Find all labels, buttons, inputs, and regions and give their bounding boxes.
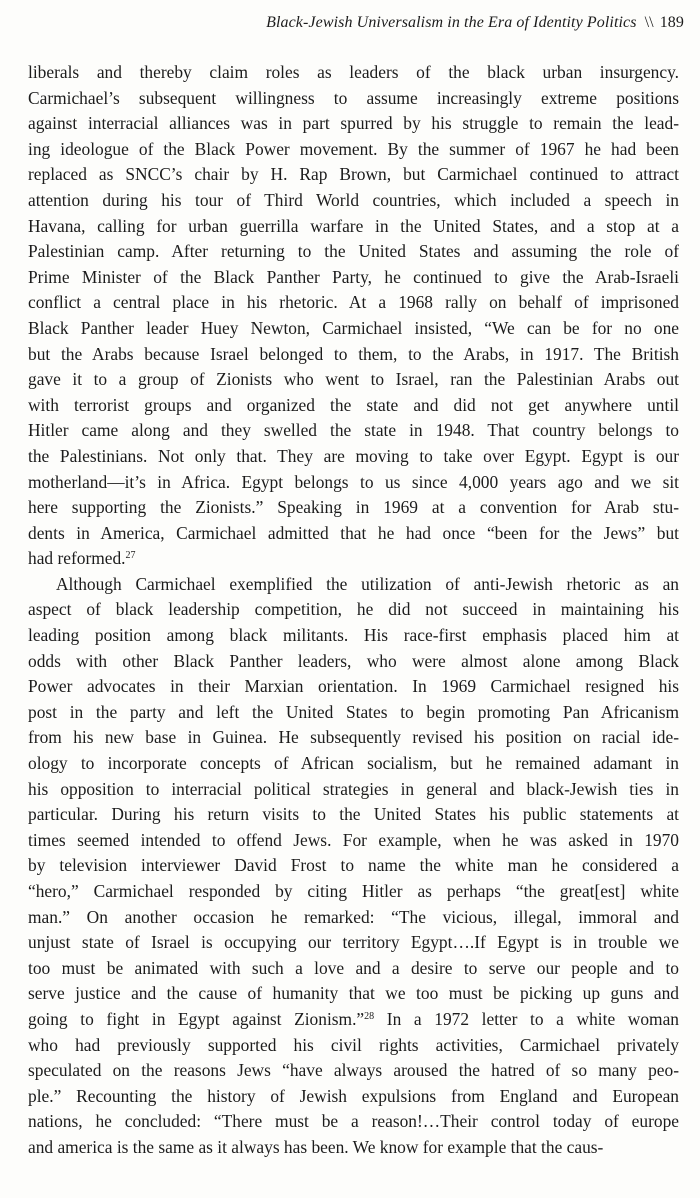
paragraph [28, 60, 679, 572]
line-text: going to fight in Egypt against Zionism.” [28, 1008, 365, 1029]
text-line [28, 316, 679, 342]
line-text: from his new base in Guinea. He subsequently revised his position on racial ide- [28, 727, 679, 748]
text-line [28, 546, 679, 572]
line-text-continued: In a 1972 letter to a white woman [374, 1008, 679, 1029]
line-text: Prime Minister of the Black Panther Party, he continued to give the Arab-Israeli [28, 266, 679, 287]
text-line [28, 111, 679, 137]
text-line [28, 930, 679, 956]
line-text: the Palestinians. Not only that. They are moving to take over Egypt. Egypt is our [28, 445, 679, 466]
text-line [28, 393, 679, 419]
running-head-separator: \\ [644, 14, 654, 31]
line-text: nations, he concluded: “There must be a reason!…Their control today of europe [28, 1111, 679, 1132]
text-line [28, 700, 679, 726]
text-line [28, 418, 679, 444]
line-text: Palestinian camp. After returning to the United States and assuming the role of [28, 241, 679, 262]
text-line [28, 86, 679, 112]
footnote-marker[interactable]: 28 [364, 1010, 375, 1022]
line-text: but the Arabs because Israel belonged to them, to the Arabs, in 1917. The British [28, 343, 679, 364]
running-head [30, 14, 684, 32]
text-line [28, 1007, 679, 1033]
text-line [28, 265, 679, 291]
text-line [28, 853, 679, 879]
line-text: against interracial alliances was in part spurred by his struggle to remain the lead- [28, 113, 679, 134]
text-line [28, 162, 679, 188]
paragraph [28, 572, 679, 1161]
line-text: odds with other Black Panther leaders, who were almost alone among Black [28, 650, 679, 671]
line-text: too must be animated with such a love and a desire to serve our people and to [28, 957, 679, 978]
text-line [28, 674, 679, 700]
text-line [28, 725, 679, 751]
line-text: post in the party and left the United States to begin promoting Pan Africanism [28, 701, 679, 722]
line-text: and america is the same as it always has been. We know for example that the caus- [28, 1136, 604, 1157]
text-line [28, 1135, 679, 1161]
text-line [28, 1109, 679, 1135]
line-text: Hitler came along and they swelled the state in 1948. That country belongs to [28, 420, 679, 441]
text-line [28, 342, 679, 368]
line-text: “hero,” Carmichael responded by citing Hitler as perhaps “the great[est] white [28, 881, 679, 901]
line-text: man.” On another occasion he remarked: “The vicious, illegal, immoral and [28, 906, 679, 927]
text-line [28, 751, 679, 777]
line-text: times seemed intended to offend Jews. For example, when he was asked in 1970 [28, 829, 679, 850]
line-text: motherland—it’s in Africa. Egypt belongs to us since 4,000 years ago and we sit [28, 471, 679, 492]
text-line [28, 572, 679, 598]
text-line [28, 802, 679, 828]
running-title: Black-Jewish Universalism in the Era of Identity Politics [266, 14, 637, 31]
text-line [28, 470, 679, 496]
text-line [28, 879, 679, 905]
text-line [28, 956, 679, 982]
text-line [28, 981, 679, 1007]
line-text: who had previously supported his civil rights activities, Carmichael privately [28, 1034, 679, 1055]
line-text: speculated on the reasons Jews “have always aroused the hatred of so many peo- [28, 1060, 679, 1081]
text-line [28, 367, 679, 393]
text-line [28, 521, 679, 547]
text-line [28, 1033, 679, 1059]
text-line [28, 777, 679, 803]
line-text: dents in America, Carmichael admitted that he had once “been for the Jews” but [28, 522, 679, 543]
line-text: liberals and thereby claim roles as leaders of the black urban insurgency. [28, 62, 679, 82]
text-line [28, 444, 679, 470]
line-text: serve justice and the cause of humanity that we too must be picking up guns and [28, 983, 679, 1004]
line-text: gave it to a group of Zionists who went to Israel, ran the Palestinian Arabs out [28, 369, 679, 390]
line-text: Power advocates in their Marxian orientation. In 1969 Carmichael resigned his [28, 676, 679, 697]
text-line [28, 60, 679, 86]
line-text: ple.” Recounting the history of Jewish expulsions from England and European [28, 1085, 679, 1106]
line-text: Havana, calling for urban guerrilla warfare in the United States, and a stop at a [28, 215, 679, 236]
text-line [28, 1084, 679, 1110]
text-line [28, 597, 679, 623]
footnote-marker[interactable]: 27 [125, 550, 136, 562]
line-text: Carmichael’s subsequent willingness to assume increasingly extreme positions [28, 87, 679, 108]
text-line [28, 214, 679, 240]
line-text: Black Panther leader Huey Newton, Carmichael insisted, “We can be for no one [28, 317, 679, 338]
line-text: aspect of black leadership competition, he did not succeed in maintaining his [28, 599, 679, 620]
line-text: had reformed. [28, 548, 126, 569]
text-line [28, 188, 679, 214]
page-number: 189 [659, 14, 684, 31]
line-text: unjust state of Israel is occupying our territory Egypt….If Egypt is in trouble we [28, 932, 679, 953]
line-text: ing ideologue of the Black Power movement. By the summer of 1967 he had been [28, 138, 679, 159]
text-line [28, 137, 679, 163]
line-text: conflict a central place in his rhetoric. At a 1968 rally on behalf of imprisoned [28, 292, 679, 313]
text-line [28, 649, 679, 675]
line-text: leading position among black militants. His race-first emphasis placed him at [28, 625, 679, 646]
text-line [28, 905, 679, 931]
line-text: replaced as SNCC’s chair by H. Rap Brown, but Carmichael continued to attract [28, 164, 679, 185]
line-text: here supporting the Zionists.” Speaking in 1969 at a convention for Arab stu- [28, 497, 679, 518]
line-text: Although Carmichael exemplified the utilization of anti-Jewish rhetoric as an [56, 573, 679, 594]
line-text: by television interviewer David Frost to name the white man he considered a [28, 855, 679, 876]
text-line [28, 239, 679, 265]
line-text: his opposition to interracial political strategies in general and black-Jewish ties in [28, 778, 679, 799]
text-line [28, 1058, 679, 1084]
body-text [28, 60, 679, 1161]
text-line [28, 290, 679, 316]
line-text: attention during his tour of Third World countries, which included a speech in [28, 189, 679, 210]
text-line [28, 828, 679, 854]
line-text: with terrorist groups and organized the state and did not get anywhere until [28, 394, 679, 415]
text-line [28, 623, 679, 649]
line-text: ology to incorporate concepts of African socialism, but he remained adamant in [28, 753, 679, 774]
text-line [28, 495, 679, 521]
line-text: particular. During his return visits to the United States his public statements at [28, 804, 679, 825]
